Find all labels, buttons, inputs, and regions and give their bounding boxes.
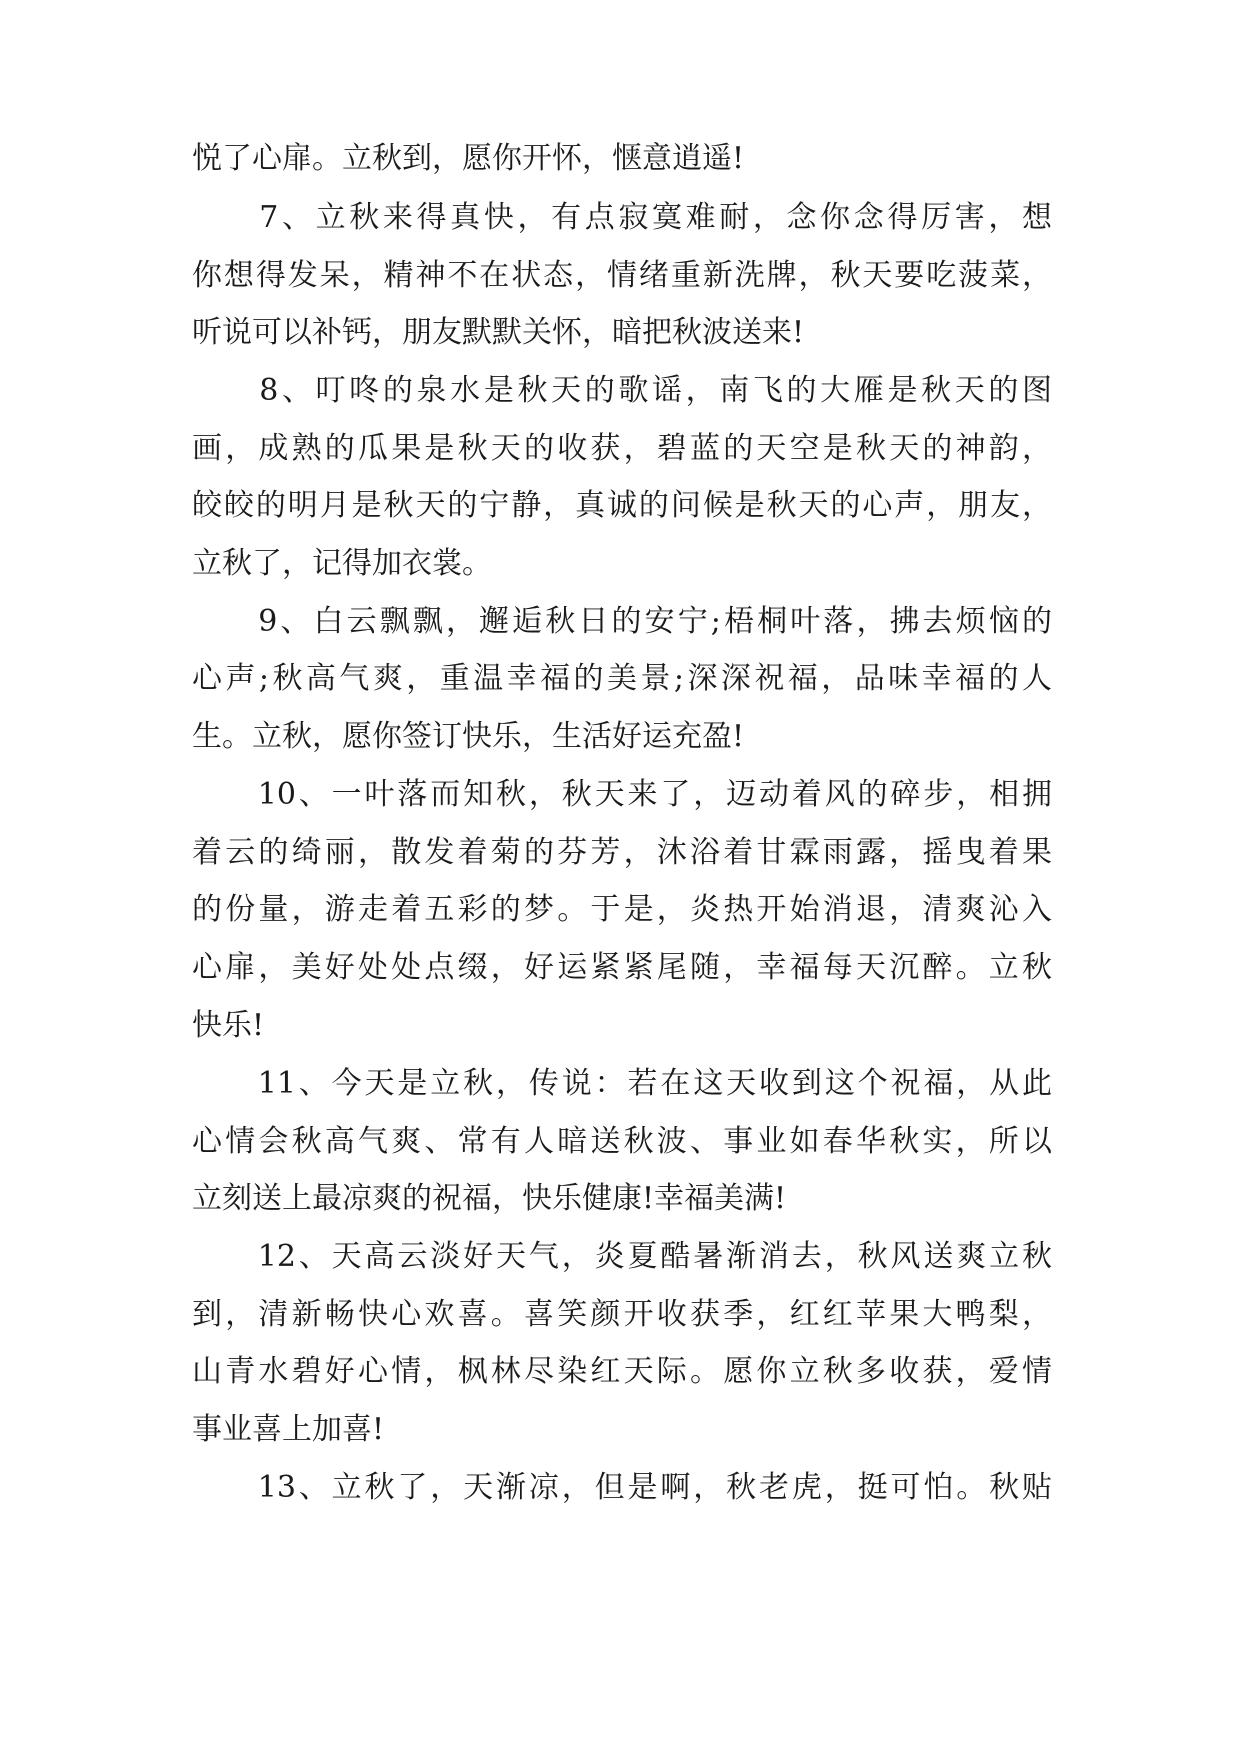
text-line: 立秋了，记得加衣裳。 xyxy=(192,546,492,581)
text-line: 到，清新畅快心欢喜。喜笑颜开收获季，红红苹果大鸭梨， xyxy=(192,1297,1052,1332)
text-line: 心情会秋高气爽、常有人暗送秋波、事业如春华秋实，所以 xyxy=(192,1124,1052,1159)
text-line: 听说可以补钙，朋友默默关怀，暗把秋波送来! xyxy=(192,315,805,350)
text-line: 生。立秋，愿你签订快乐，生活好运充盈! xyxy=(192,719,745,754)
text-line: 山青水碧好心情，枫林尽染红天际。愿你立秋多收获，爱情 xyxy=(192,1354,1052,1389)
text-line: 10、一叶落而知秋，秋天来了，迈动着风的碎步，相拥 xyxy=(192,777,1052,812)
text-line: 皎皎的明月是秋天的宁静，真诚的问候是秋天的心声，朋友， xyxy=(192,488,1052,523)
text-line: 心声;秋高气爽，重温幸福的美景;深深祝福，品味幸福的人 xyxy=(192,661,1052,696)
text-line: 画，成熟的瓜果是秋天的收获，碧蓝的天空是秋天的神韵， xyxy=(192,431,1052,466)
text-line: 13、立秋了，天渐凉，但是啊，秋老虎，挺可怕。秋贴 xyxy=(192,1470,1052,1505)
text-line: 你想得发呆，精神不在状态，情绪重新洗牌，秋天要吃菠菜， xyxy=(192,258,1052,293)
text-line: 8、叮咚的泉水是秋天的歌谣，南飞的大雁是秋天的图 xyxy=(192,373,1052,408)
text-line: 着云的绮丽，散发着菊的芬芳，沐浴着甘霖雨露，摇曳着果 xyxy=(192,835,1052,870)
text-line: 立刻送上最凉爽的祝福，快乐健康!幸福美满! xyxy=(192,1181,787,1216)
text-line: 7、立秋来得真快，有点寂寞难耐，念你念得厉害，想 xyxy=(192,200,1052,235)
text-line: 事业喜上加喜! xyxy=(192,1412,385,1447)
text-line: 快乐! xyxy=(192,1008,265,1043)
text-line: 11、今天是立秋，传说：若在这天收到这个祝福，从此 xyxy=(192,1066,1052,1101)
text-line: 12、天高云淡好天气，炎夏酷暑渐消去，秋风送爽立秋 xyxy=(192,1239,1052,1274)
text-line: 9、白云飘飘，邂逅秋日的安宁;梧桐叶落，拂去烦恼的 xyxy=(192,604,1052,639)
text-line: 悦了心扉。立秋到，愿你开怀，惬意逍遥! xyxy=(192,141,745,176)
text-line: 心扉，美好处处点缀，好运紧紧尾随，幸福每天沉醉。立秋 xyxy=(192,950,1052,985)
text-line: 的份量，游走着五彩的梦。于是，炎热开始消退，清爽沁入 xyxy=(192,892,1052,927)
